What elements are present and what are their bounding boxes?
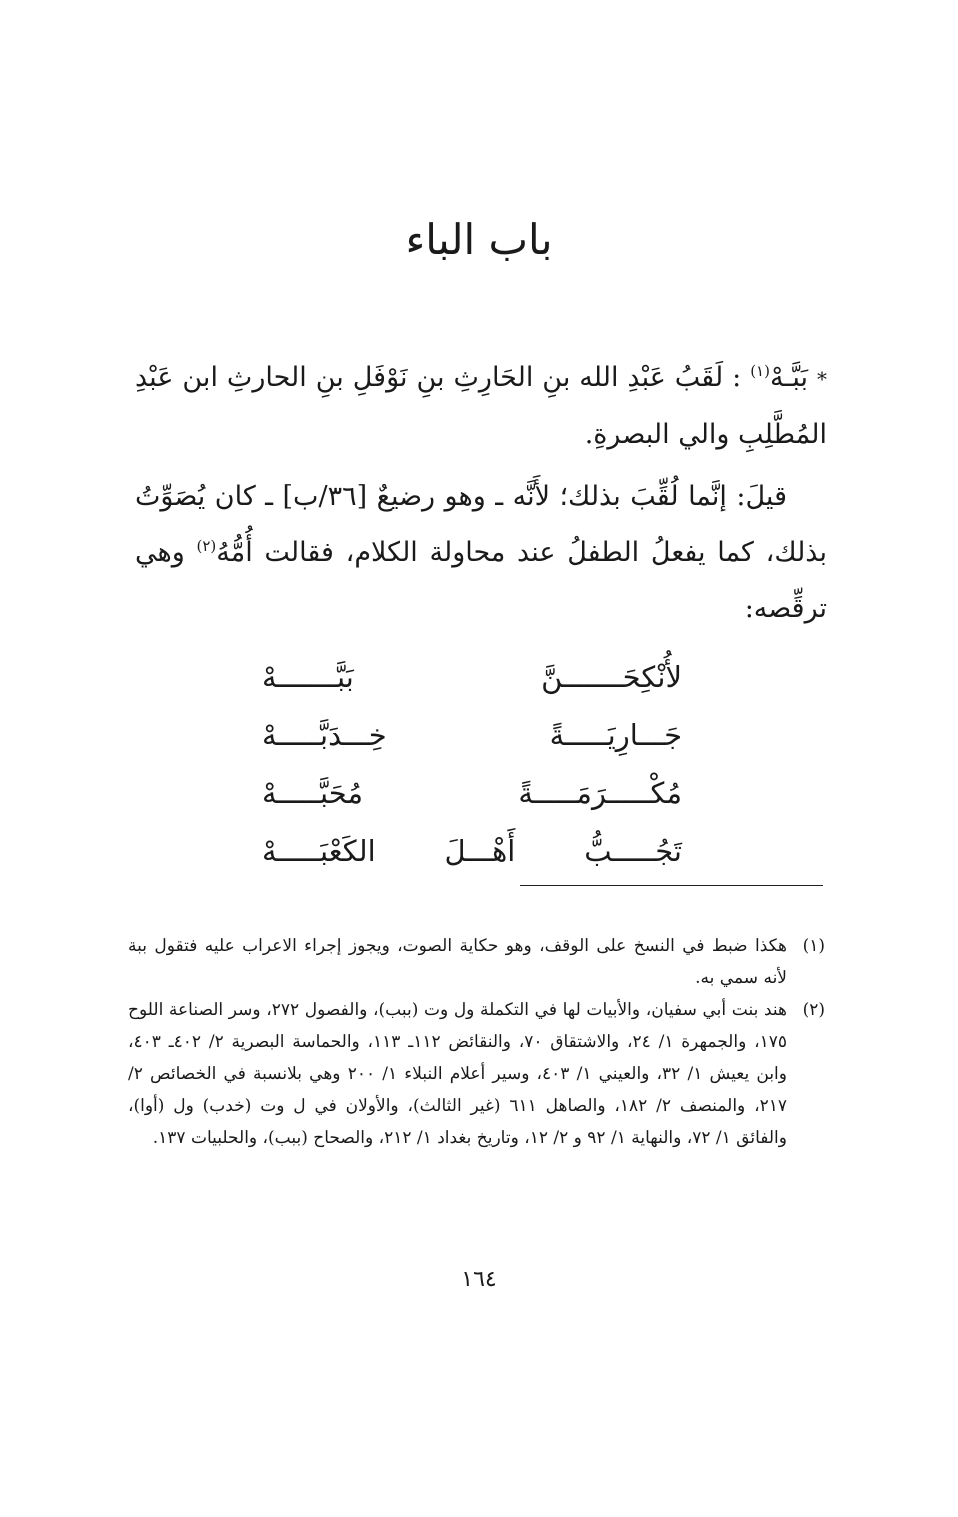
footnote-text: هكذا ضبط في النسخ على الوقف، وهو حكاية الصوت، ويجوز إجراء الاعراب عليه فتقول ببة لأنه سمي به. [128,936,787,988]
footnote-1 [128,930,825,994]
footnote-ref-1[interactable]: (١) [750,362,770,380]
entry-definition: : لَقَبُ عَبْدِ الله بنِ الحَارِثِ بنِ نَوْفَلِ بنِ الحارثِ ابن عَبْدِ المُطَّلِبِ والي البصرةِ. [135,362,827,450]
footnote-number: (١) [802,936,825,956]
footnote-ref-2[interactable]: (٢) [196,537,217,555]
entry-headword: بَبَّـهْ [769,362,809,393]
quote-text: قيلَ: إنَّما لُقِّبَ بذلك؛ لأَنَّه ـ وهو رضيعٌ [٣٦/ب] ـ كان يُصَوِّتُ بذلك، كما يفعلُ الطفلُ عند محاولة الكلام، فقالت أُمُّهُ [135,481,827,568]
footnote-divider [520,885,823,886]
quote-paragraph [135,469,827,637]
quote-text-end: وهي ترقِّصه: [135,537,827,624]
poem [262,648,682,880]
footnote-text: هند بنت أبي سفيان، والأبيات لها في التكملة ول وت (ببب)، والفصول ٢٧٢، وسر الصناعة اللوح ١٧٥، والجمهرة ١/ ٢٤، والاشتقاق ٧٠، والنقائض ١١٢ـ ١١٣، والحماسة البصرية ٢/ ٤٠٢ـ ٤٠٣، وابن يعيش ١/ ٣٢، والعيني ١/ ٤٠٣، وسير أعلام النبلاء ١/ ٢٠٠ وهي بلانسبة في الخصائص ٢/ ٢١٧، والمنصف ٢/ ١٨٢، والصاهل ٦١١ (غير الثالث)، والأولان في ل وت (خدب) ول (أوا)، والفائق ١/ ٧٢، والنهاية ١/ ٩٢ و ٢/ ١٢، وتاريخ بغداد ١/ ٢١٢، والصحاح (ببب)، والحلبيات ١٣٧. [128,1000,787,1148]
poem-line: لأُنْكِحَـــــــنَّ بَبَّـــــــهْ [262,660,682,694]
poem-line: تَجُـــــبُّ أَهْـــلَ الكَعْبَـــــهْ [262,834,682,868]
page-number: ١٦٤ [461,1267,497,1292]
chapter-title: باب الباء [405,215,553,264]
footnote-number: (٢) [802,1000,825,1020]
poem-line: جَـــارِيَـــــةً خِـــدَبَّـــــهْ [262,718,682,752]
footnote-2 [128,994,825,1154]
main-text [135,350,827,637]
entry-paragraph [135,350,827,463]
entry-star-marker: * [816,367,827,391]
poem-line: مُكْـــــرَمَـــــةً مُحَبَّـــــهْ [262,776,682,810]
footnotes [128,930,825,1154]
